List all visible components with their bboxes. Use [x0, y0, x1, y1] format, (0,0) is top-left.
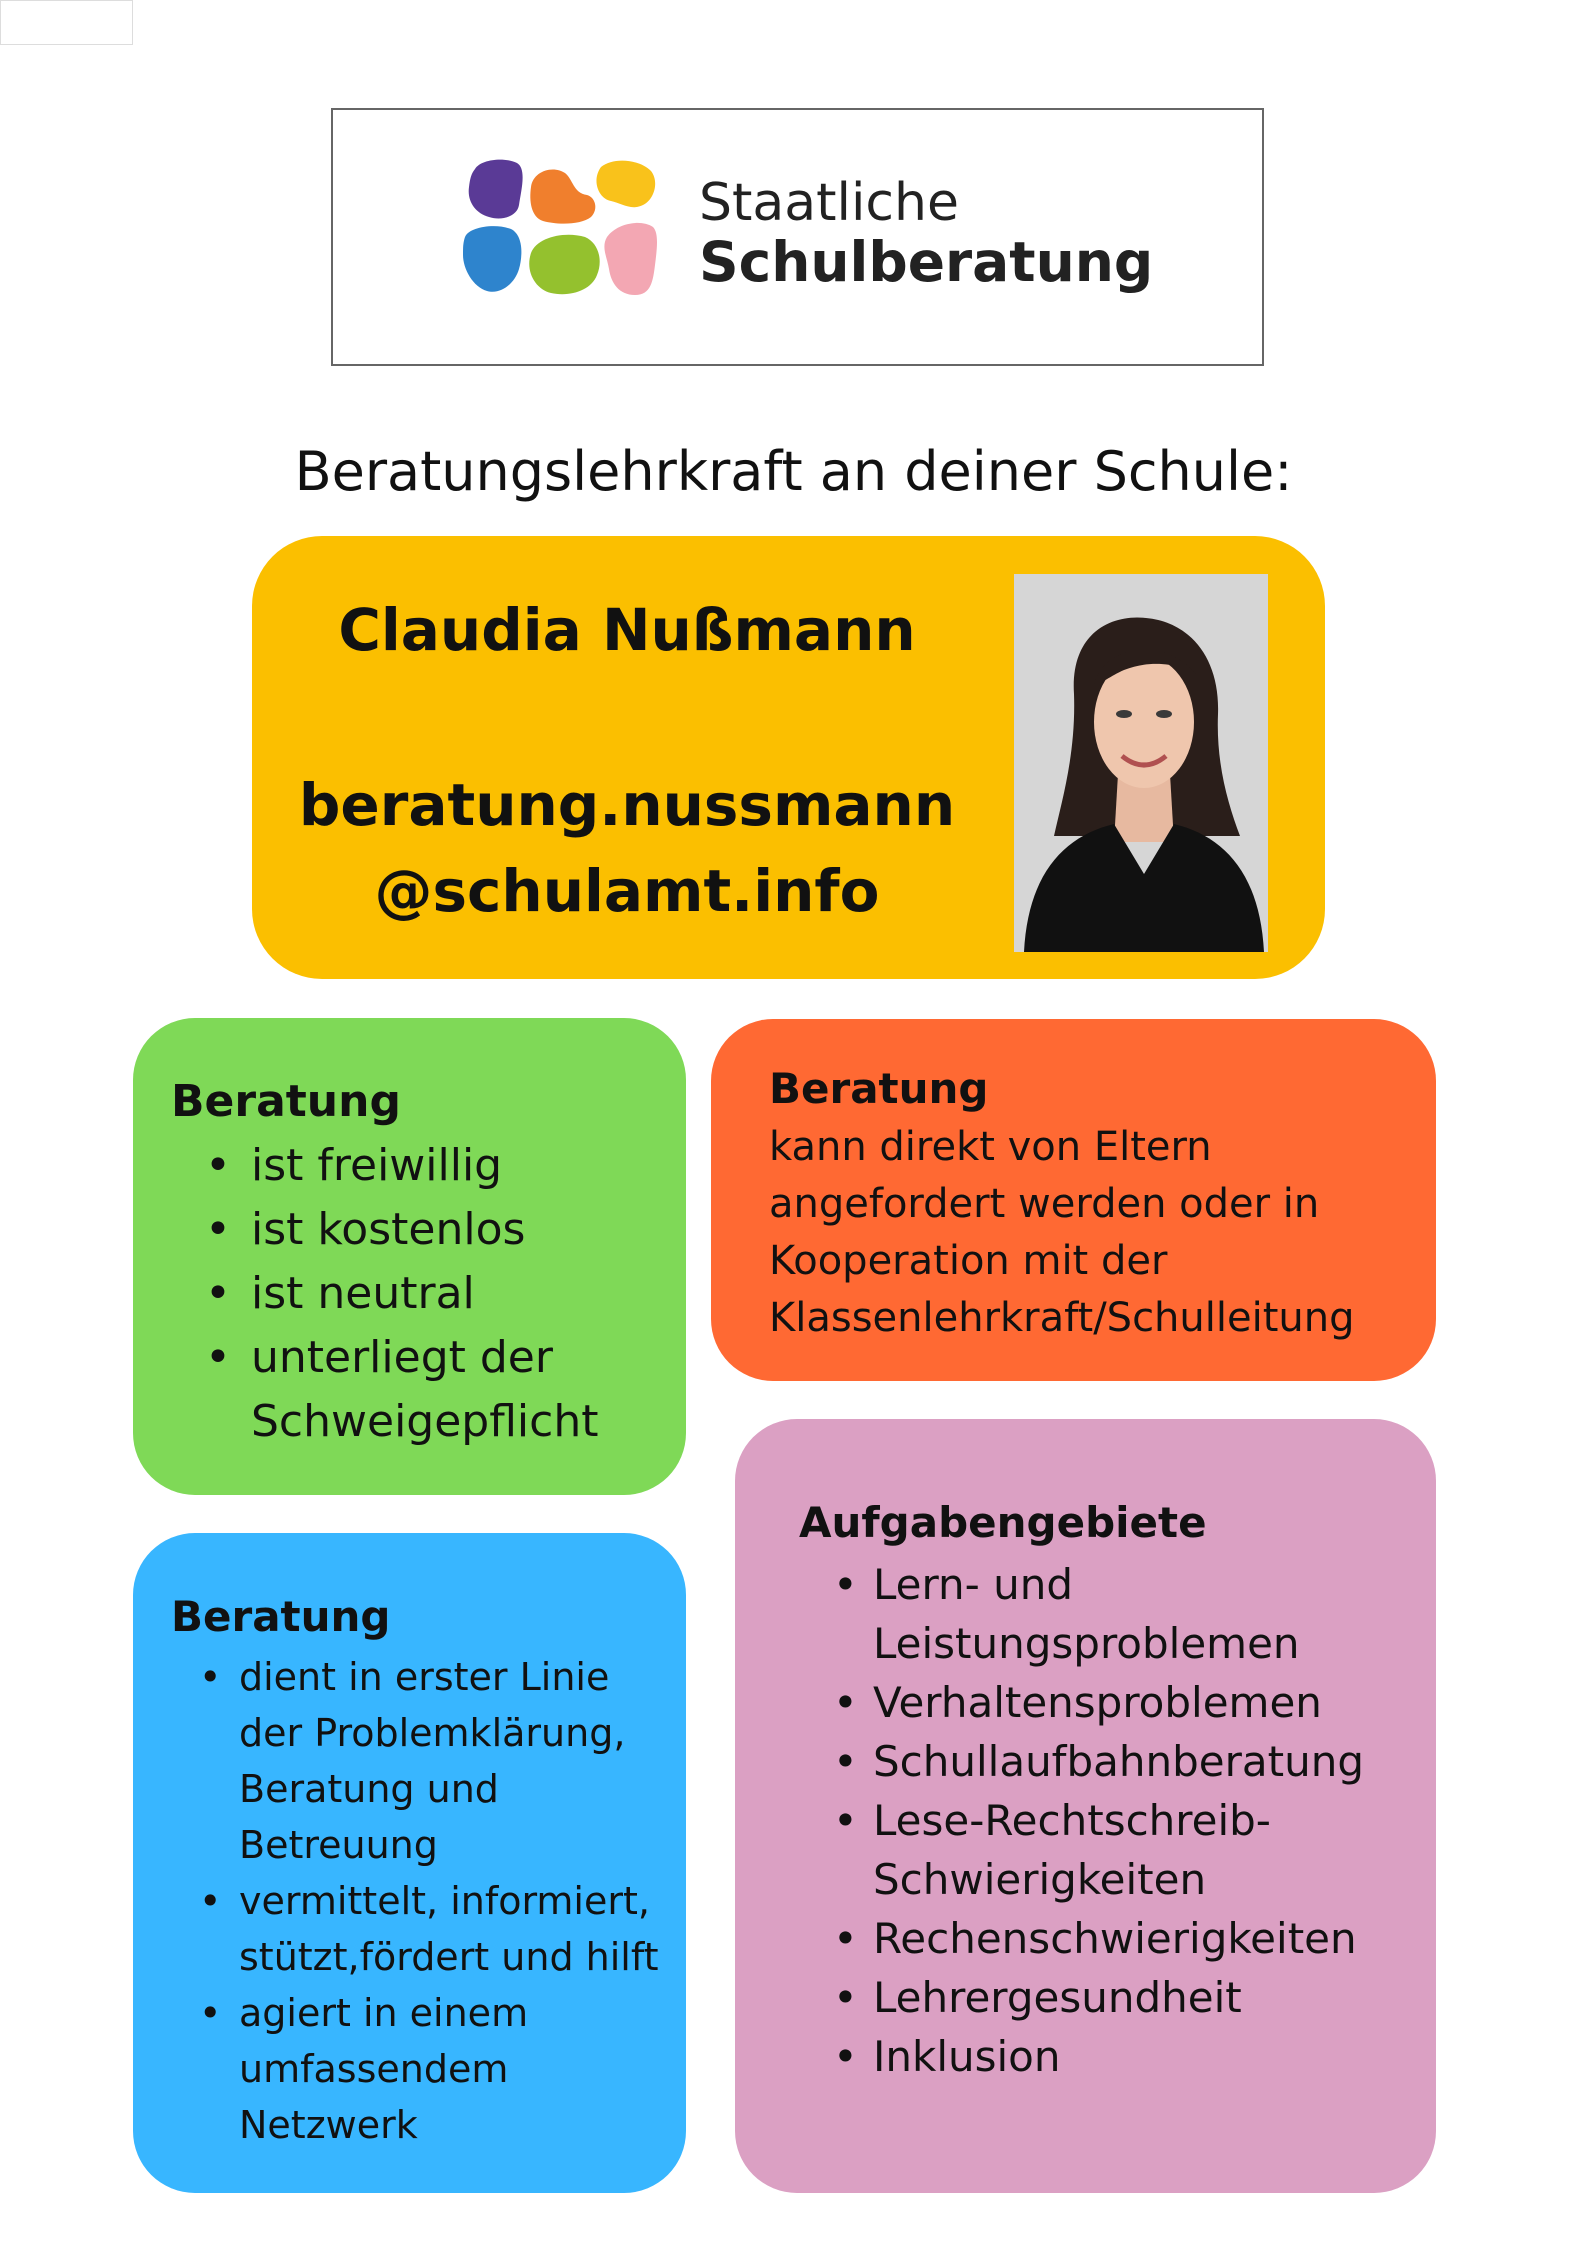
list-item — [873, 1555, 1364, 1673]
list-item-line: • dient in erster Linie — [239, 1655, 610, 1699]
page-heading: Beratungslehrkraft an deiner Schule: — [294, 440, 1293, 503]
list-item — [873, 1732, 1364, 1791]
list-item-line: Beratung und — [239, 1767, 499, 1811]
list-item: • ist kostenlos — [251, 1198, 599, 1262]
list-item-line: • Verhaltensproblemen — [873, 1678, 1322, 1727]
list-item — [873, 2027, 1364, 2086]
card-tasks — [735, 1419, 1436, 2193]
list-item-line: Betreuung — [239, 1823, 438, 1867]
card-title: Aufgabengebiete — [799, 1498, 1207, 1547]
list-item — [873, 1968, 1364, 2027]
body-line: Klassenlehrkraft/Schulleitung — [769, 1295, 1355, 1341]
bullet-list — [251, 1134, 599, 1454]
list-item-line: • agiert in einem — [239, 1991, 529, 2035]
list-item-line: • Lern- und — [873, 1560, 1074, 1609]
body-line: Kooperation mit der — [769, 1238, 1168, 1284]
list-item: • ist neutral — [251, 1262, 599, 1326]
list-item-line: • vermittelt, informiert, — [239, 1879, 650, 1923]
list-item-line: Netzwerk — [239, 2103, 418, 2147]
list-item-line: Leistungsproblemen — [873, 1619, 1300, 1668]
bullet-list — [239, 1649, 658, 2153]
contact-name: Claudia Nußmann — [338, 596, 916, 664]
corner-frame — [0, 0, 133, 45]
logo-line2: Schulberatung — [699, 230, 1154, 295]
card-purpose — [133, 1533, 686, 2193]
portrait-photo — [1014, 574, 1268, 952]
portrait-icon — [1014, 574, 1268, 952]
list-item-line: • Rechenschwierigkeiten — [873, 1914, 1357, 1963]
list-item-line: • Inklusion — [873, 2032, 1061, 2081]
contact-email-line1: beratung.nussmann — [298, 771, 956, 839]
list-item-line: • Lehrergesundheit — [873, 1973, 1242, 2022]
list-item — [873, 1791, 1364, 1909]
list-item: • ist freiwillig — [251, 1134, 599, 1198]
body-line: angefordert werden oder in — [769, 1181, 1320, 1227]
card-title: Beratung — [171, 1592, 391, 1641]
bullet-list — [873, 1555, 1364, 2086]
body-line: kann direkt von Eltern — [769, 1124, 1212, 1170]
contact-card — [252, 536, 1325, 979]
card-title: Beratung — [171, 1076, 401, 1127]
list-item — [239, 1649, 658, 1873]
card-voluntary — [133, 1018, 686, 1495]
list-item-line: • Schullaufbahnberatung — [873, 1737, 1364, 1786]
list-item — [251, 1326, 599, 1454]
contact-email[interactable] — [252, 762, 1002, 934]
card-request — [711, 1019, 1436, 1381]
list-item — [239, 1985, 658, 2153]
list-item-line: Schwierigkeiten — [873, 1855, 1207, 1904]
logo-wordmark — [699, 174, 1153, 294]
contact-email-line2: @schulamt.info — [374, 857, 880, 925]
list-item-line: • Lese-Rechtschreib- — [873, 1796, 1271, 1845]
logo-mark-icon — [461, 157, 661, 307]
logo-frame — [331, 108, 1264, 366]
list-item-line: umfassendem — [239, 2047, 509, 2091]
card-body — [769, 1119, 1419, 1347]
list-item — [873, 1909, 1364, 1968]
list-item-line: unterliegt der — [251, 1332, 553, 1383]
list-item-line: stützt,fördert und hilft — [239, 1935, 659, 1979]
list-item — [873, 1673, 1364, 1732]
list-item — [239, 1873, 658, 1985]
list-item-line: Schweigepflicht — [251, 1396, 599, 1447]
list-item-line: der Problemklärung, — [239, 1711, 626, 1755]
logo-line1: Staatliche — [699, 173, 959, 233]
card-title: Beratung — [769, 1064, 989, 1113]
